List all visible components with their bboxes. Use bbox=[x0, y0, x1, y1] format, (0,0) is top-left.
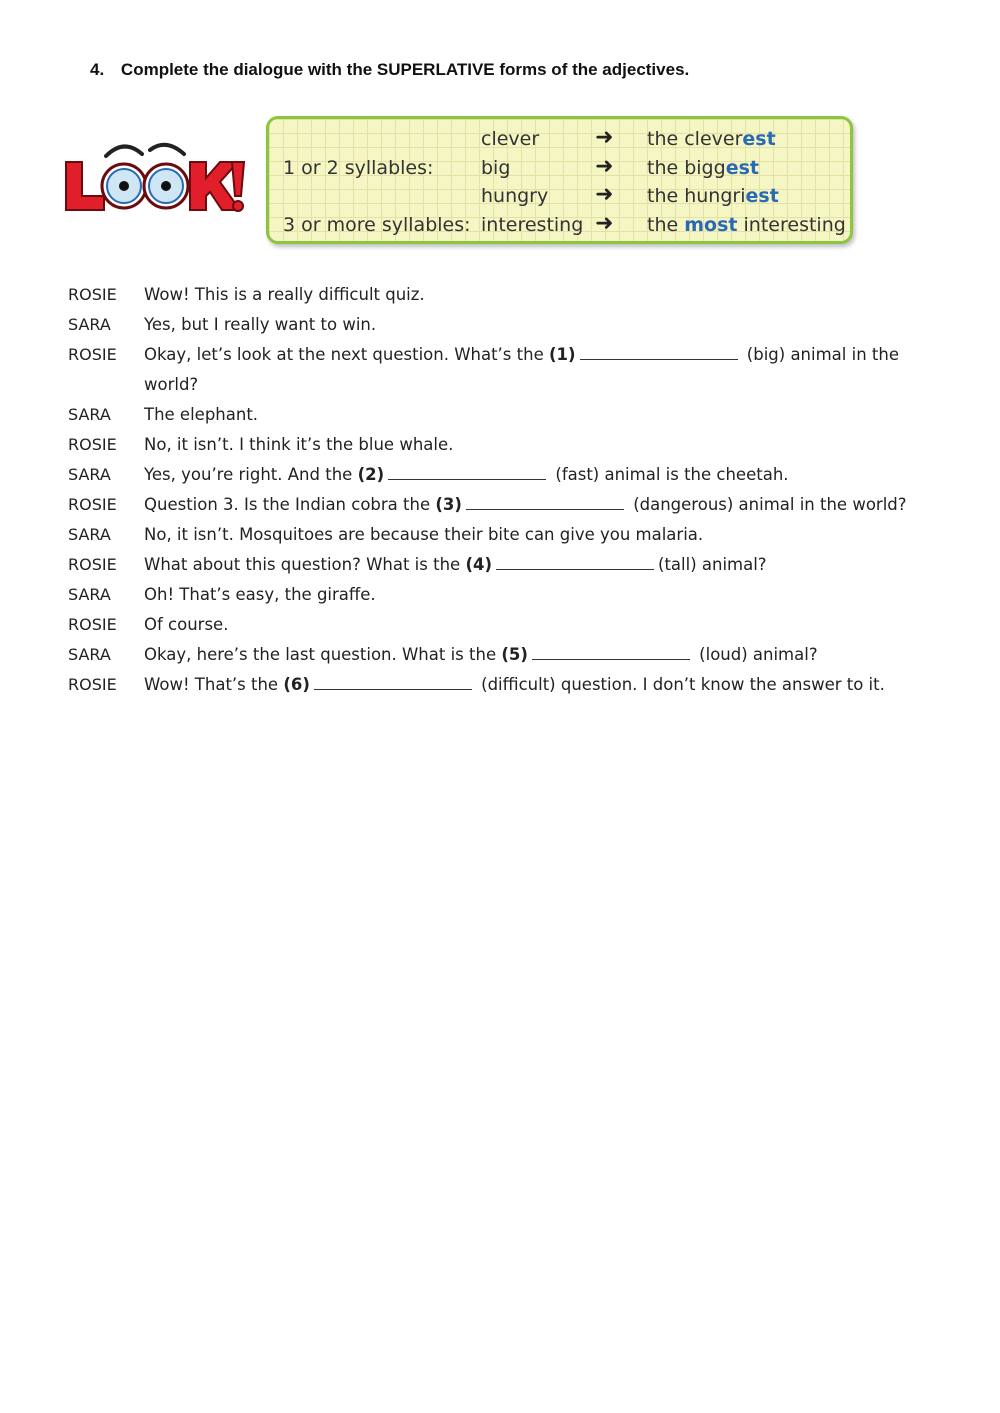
exercise-heading bbox=[90, 60, 689, 80]
dialogue-line bbox=[68, 280, 948, 310]
exercise-number: 4. bbox=[90, 60, 105, 79]
speaker-name: ROSIE bbox=[68, 435, 117, 454]
answer-blank-1[interactable] bbox=[580, 345, 738, 360]
speaker-name: ROSIE bbox=[68, 675, 117, 694]
speaker-name: SARA bbox=[68, 645, 111, 664]
line-text: Of course. bbox=[144, 615, 229, 634]
line-text: Okay, let’s look at the next question. What’s the (1) (big) animal in the bbox=[144, 345, 899, 364]
speaker-name: SARA bbox=[68, 525, 111, 544]
rule-result-hungry: the hungriest bbox=[647, 185, 779, 207]
look-logo bbox=[62, 136, 247, 216]
speaker-name: ROSIE bbox=[68, 495, 117, 514]
dialogue-line bbox=[68, 340, 948, 370]
line-text: The elephant. bbox=[144, 405, 259, 424]
dialogue-line bbox=[68, 580, 948, 610]
dialogue-line bbox=[68, 610, 948, 640]
look-logo-graphic bbox=[62, 136, 247, 216]
dialogue-line bbox=[68, 400, 948, 430]
line-text: No, it isn’t. I think it’s the blue whale. bbox=[144, 435, 454, 454]
line-text: What about this question? What is the (4) (tall) animal? bbox=[144, 555, 767, 574]
line-text: Okay, here’s the last question. What is the (5) (loud) animal? bbox=[144, 645, 818, 664]
rule-adjective-interesting: interesting bbox=[481, 214, 584, 236]
rule-result-clever: the cleverest bbox=[647, 128, 776, 150]
dialogue bbox=[68, 280, 948, 700]
line-text: Wow! This is a really difficult quiz. bbox=[144, 285, 425, 304]
dialogue-line bbox=[68, 490, 948, 520]
line-text: world? bbox=[144, 375, 199, 394]
answer-blank-3[interactable] bbox=[466, 495, 624, 510]
speaker-name: ROSIE bbox=[68, 555, 117, 574]
answer-blank-6[interactable] bbox=[314, 675, 472, 690]
speaker-name: SARA bbox=[68, 315, 111, 334]
dialogue-line bbox=[68, 670, 948, 700]
speaker-name: ROSIE bbox=[68, 285, 117, 304]
line-text: Wow! That’s the (6) (difficult) question. I don’t know the answer to it. bbox=[144, 675, 885, 694]
line-text: No, it isn’t. Mosquitoes are because their bite can give you malaria. bbox=[144, 525, 704, 544]
answer-blank-5[interactable] bbox=[532, 645, 690, 660]
answer-blank-2[interactable] bbox=[388, 465, 546, 480]
speaker-name: SARA bbox=[68, 405, 111, 424]
rule-result-big: the biggest bbox=[647, 157, 759, 179]
line-text: Yes, you’re right. And the (2) (fast) animal is the cheetah. bbox=[144, 465, 789, 484]
rule-adjective-big: big bbox=[481, 157, 511, 179]
arrow-icon: ➜ bbox=[595, 182, 614, 207]
speaker-name: SARA bbox=[68, 585, 111, 604]
rule-adjective-clever: clever bbox=[481, 128, 540, 150]
rule-label-short: 1 or 2 syllables: bbox=[283, 157, 434, 179]
dialogue-line bbox=[68, 550, 948, 580]
arrow-icon: ➜ bbox=[595, 211, 614, 236]
line-text: Question 3. Is the Indian cobra the (3) (dangerous) animal in the world? bbox=[144, 495, 907, 514]
rule-adjective-hungry: hungry bbox=[481, 185, 549, 207]
speaker-name: SARA bbox=[68, 465, 111, 484]
exercise-instruction: Complete the dialogue with the SUPERLATIVE forms of the adjectives. bbox=[120, 60, 690, 79]
superlative-rule-box bbox=[266, 116, 853, 244]
dialogue-line bbox=[68, 520, 948, 550]
dialogue-line bbox=[68, 430, 948, 460]
line-text: Yes, but I really want to win. bbox=[144, 315, 377, 334]
dialogue-line bbox=[68, 640, 948, 670]
line-text: Oh! That’s easy, the giraffe. bbox=[144, 585, 376, 604]
rule-label-long: 3 or more syllables: bbox=[283, 214, 471, 236]
dialogue-line bbox=[68, 460, 948, 490]
dialogue-line bbox=[68, 310, 948, 340]
rule-result-interesting: the most interesting bbox=[647, 214, 846, 236]
arrow-icon: ➜ bbox=[595, 125, 614, 150]
answer-blank-4[interactable] bbox=[496, 555, 654, 570]
arrow-icon: ➜ bbox=[595, 154, 614, 179]
dialogue-line bbox=[68, 370, 948, 400]
speaker-name: ROSIE bbox=[68, 345, 117, 364]
speaker-name: ROSIE bbox=[68, 615, 117, 634]
